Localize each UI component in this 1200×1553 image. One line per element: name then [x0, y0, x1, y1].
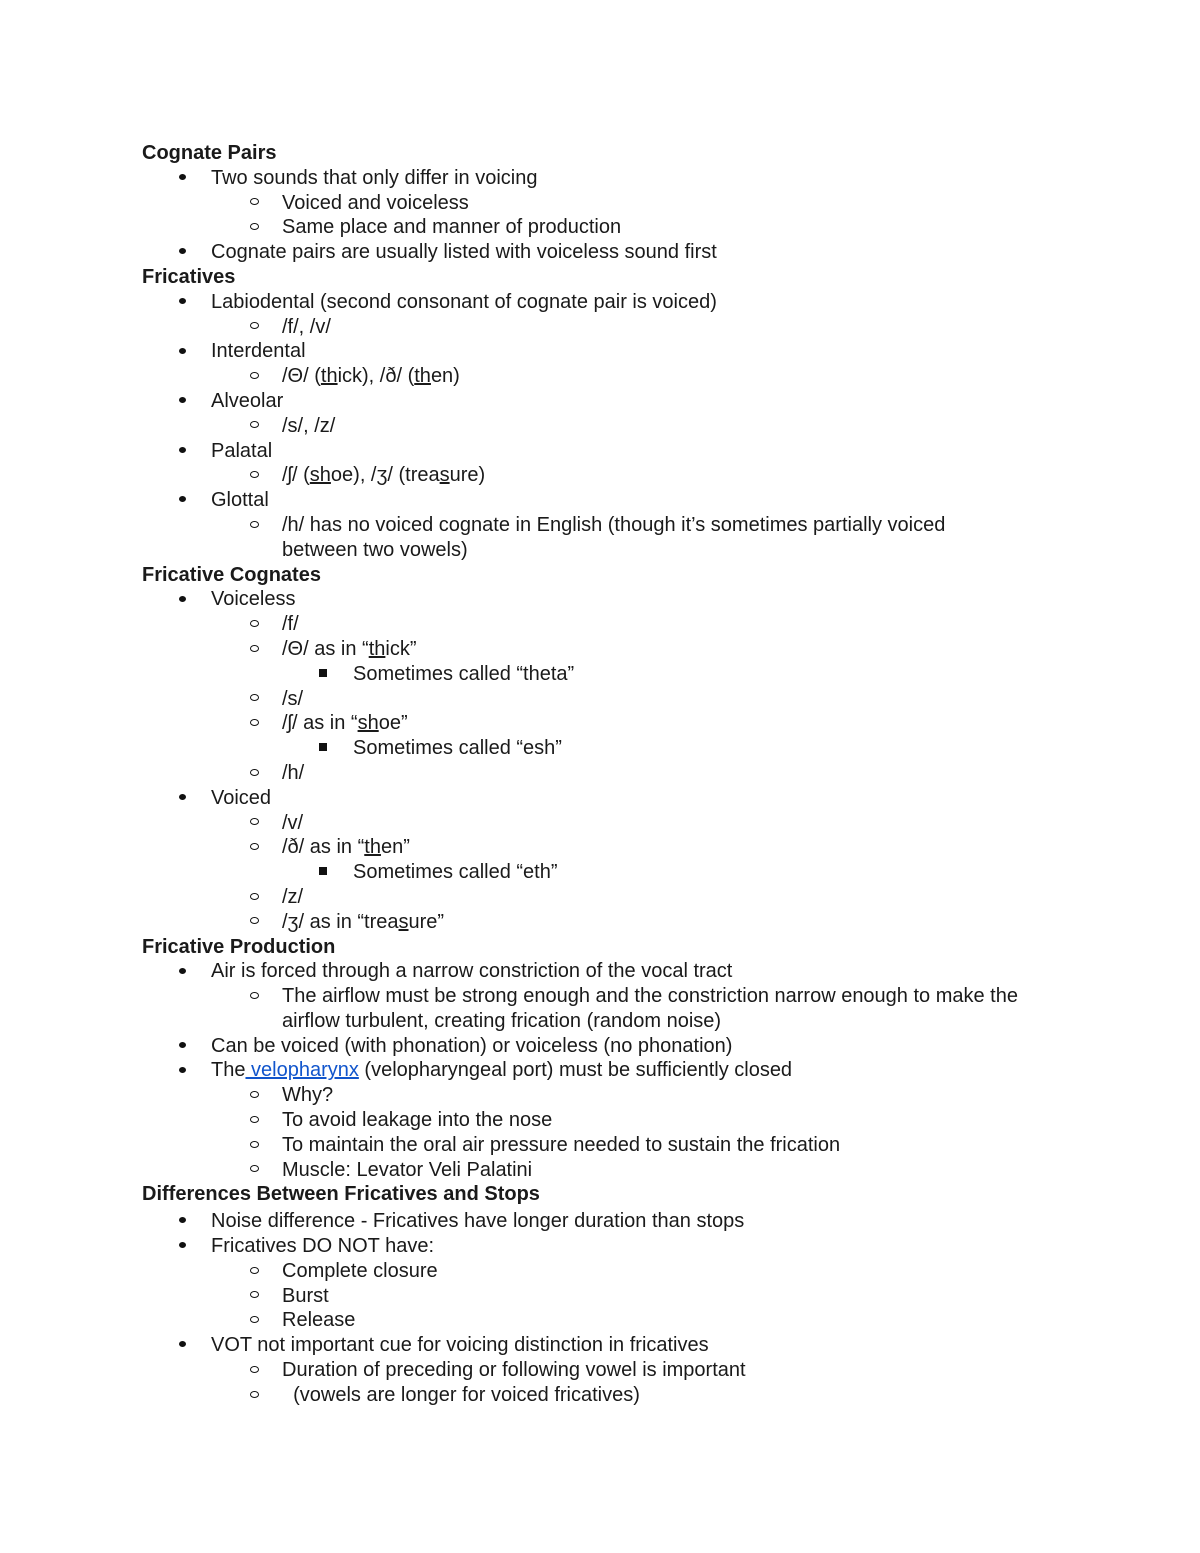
list-item [142, 761, 1102, 786]
bullet-circle-icon [250, 1383, 259, 1408]
list-item [142, 414, 1102, 439]
bullet-disc-icon [179, 290, 186, 315]
bullet-disc-icon [179, 1333, 186, 1358]
list-item [142, 191, 1102, 216]
bullet-disc-icon [179, 1234, 186, 1259]
list-item-text: Muscle: Levator Veli Palatini [282, 1158, 533, 1181]
list-item [142, 215, 1102, 240]
list-item [142, 513, 1002, 563]
bullet-disc-icon [179, 786, 186, 811]
bullet-circle-icon [250, 191, 259, 216]
list-item-text: To maintain the oral air pressure needed to sustain the frication [282, 1133, 841, 1156]
list-item [142, 811, 1102, 836]
bullet-circle-icon [250, 1358, 259, 1383]
bullet-square-icon [319, 736, 327, 761]
document-page [142, 141, 1102, 1408]
section-heading-fricative-production: Fricative Production [142, 935, 336, 958]
list-item [142, 1234, 1102, 1259]
bullet-circle-icon [250, 711, 259, 736]
list-item-text: Labiodental (second consonant of cognate pair is voiced) [211, 290, 717, 313]
list-item [142, 1108, 1102, 1133]
bullet-disc-icon [179, 166, 186, 191]
list-item [142, 1058, 1102, 1083]
bullet-circle-icon [250, 215, 259, 240]
list-item-text: /ʃ/ (shoe), /ʒ/ (treasure) [282, 464, 486, 487]
list-item-text: Burst [282, 1284, 329, 1307]
list-item-text: Two sounds that only differ in voicing [211, 166, 538, 189]
bullet-circle-icon [250, 364, 259, 389]
list-item [142, 612, 1102, 637]
list-item-text: /f/ [282, 613, 299, 636]
list-item [142, 339, 1102, 364]
list-item-text: VOT not important cue for voicing distinction in fricatives [211, 1334, 709, 1357]
bullet-disc-icon [179, 439, 186, 464]
bullet-circle-icon [250, 637, 259, 662]
bullet-disc-icon [179, 339, 186, 364]
bullet-circle-icon [250, 1158, 259, 1183]
list-item-text: /ʃ/ as in “shoe” [282, 712, 408, 735]
list-item [142, 711, 1102, 736]
bullet-circle-icon [250, 811, 259, 836]
list-item-text: The airflow must be strong enough and the constriction narrow enough to make the airflow turbulent, creating frication (random noise) [282, 985, 1018, 1032]
list-item-text: Fricatives DO NOT have: [211, 1235, 435, 1258]
bullet-circle-icon [250, 463, 259, 488]
list-item [142, 1209, 1102, 1234]
list-item [142, 1308, 1102, 1333]
bullet-circle-icon [250, 984, 259, 1009]
list-item-text: /s/ [282, 687, 304, 710]
bullet-square-icon [319, 860, 327, 885]
list-item [142, 959, 1102, 984]
list-item-text: /s/, /z/ [282, 414, 336, 437]
list-item-text: Alveolar [211, 389, 284, 412]
bullet-square-icon [319, 662, 327, 687]
list-item-text: Sometimes called “theta” [353, 662, 575, 685]
bullet-disc-icon [179, 1209, 186, 1234]
bullet-circle-icon [250, 835, 259, 860]
bullet-circle-icon [250, 315, 259, 340]
list-item-text: Voiced [211, 786, 272, 809]
section-heading-cognate-pairs: Cognate Pairs [142, 142, 277, 164]
list-item-text: Why? [282, 1084, 334, 1107]
list-item-text: To avoid leakage into the nose [282, 1109, 553, 1132]
bullet-circle-icon [250, 513, 259, 538]
list-item-text: /h/ has no voiced cognate in English (though it’s sometimes partially voiced between two vowels) [282, 513, 946, 561]
bullet-circle-icon [250, 612, 259, 637]
bullet-disc-icon [179, 959, 186, 984]
list-item [142, 687, 1102, 712]
bullet-disc-icon [179, 240, 186, 265]
list-item [142, 860, 1102, 885]
list-item [142, 1083, 1102, 1108]
list-item-text: Palatal [211, 439, 273, 462]
list-item [142, 315, 1102, 340]
bullet-disc-icon [179, 1058, 186, 1083]
bullet-circle-icon [250, 1284, 259, 1309]
list-item [142, 984, 1052, 1034]
list-item-text: Noise difference - Fricatives have longer duration than stops [211, 1210, 745, 1233]
list-item-text: /Θ/ as in “thick” [282, 637, 417, 660]
list-item [142, 1284, 1102, 1309]
bullet-circle-icon [250, 1083, 259, 1108]
list-item-text: Same place and manner of production [282, 216, 622, 239]
list-item-text: /Θ/ (thick), /ð/ (then) [282, 365, 460, 388]
bullet-circle-icon [250, 1259, 259, 1284]
bullet-circle-icon [250, 1133, 259, 1158]
section-heading-fricative-cognates: Fricative Cognates [142, 563, 321, 586]
bullet-circle-icon [250, 687, 259, 712]
list-item-text: /ð/ as in “then” [282, 836, 410, 859]
list-item-text: Air is forced through a narrow constriction of the vocal tract [211, 960, 733, 983]
list-item [142, 463, 1102, 488]
bullet-circle-icon [250, 910, 259, 935]
list-item [142, 488, 1102, 513]
list-item [142, 364, 1102, 389]
bullet-circle-icon [250, 761, 259, 786]
list-item-text: Can be voiced (with phonation) or voiceless (no phonation) [211, 1034, 733, 1057]
list-item-text: Voiced and voiceless [282, 191, 469, 214]
list-item-text: Cognate pairs are usually listed with voiceless sound first [211, 241, 717, 264]
list-item-text: Glottal [211, 489, 269, 512]
list-item [142, 835, 1102, 860]
bullet-circle-icon [250, 414, 259, 439]
list-item [142, 786, 1102, 811]
list-item [142, 439, 1102, 464]
list-item-text: Sometimes called “eth” [353, 861, 558, 884]
list-item [142, 736, 1102, 761]
list-item-text: /v/ [282, 811, 304, 834]
list-item-text: /h/ [282, 761, 305, 784]
list-item-text: Duration of preceding or following vowel is important [282, 1359, 746, 1382]
list-item-text: /ʒ/ as in “treasure” [282, 910, 445, 933]
list-item-text: Interdental [211, 340, 306, 363]
list-item [142, 1034, 1102, 1059]
list-item-text: Sometimes called “esh” [353, 737, 562, 760]
list-item-text: /z/ [282, 885, 304, 908]
list-item [142, 240, 1102, 265]
bullet-circle-icon [250, 1308, 259, 1333]
list-item-text: /f/, /v/ [282, 315, 331, 338]
list-item-text: Voiceless [211, 588, 296, 611]
bullet-circle-icon [250, 1108, 259, 1133]
bullet-disc-icon [179, 587, 186, 612]
list-item-text: (vowels are longer for voiced fricatives) [282, 1383, 640, 1406]
list-item [142, 1158, 1102, 1183]
list-item [142, 1333, 1102, 1358]
list-item [142, 637, 1102, 662]
list-item [142, 389, 1102, 414]
section-heading-differences: Differences Between Fricatives and Stops [142, 1183, 540, 1206]
list-item-text: Complete closure [282, 1259, 438, 1282]
list-item [142, 1259, 1102, 1284]
list-item [142, 1133, 1102, 1158]
list-item [142, 662, 1102, 687]
bullet-disc-icon [179, 1034, 186, 1059]
bullet-disc-icon [179, 488, 186, 513]
list-item-text: Release [282, 1309, 356, 1332]
list-item [142, 910, 1102, 935]
list-item [142, 166, 1102, 191]
list-item [142, 587, 1102, 612]
list-item [142, 290, 1102, 315]
list-item [142, 1383, 1102, 1408]
velopharynx-link[interactable]: velopharynx [245, 1059, 359, 1082]
list-item [142, 885, 1102, 910]
list-item-text: The velopharynx (velopharyngeal port) must be sufficiently closed [211, 1059, 793, 1082]
bullet-disc-icon [179, 389, 186, 414]
bullet-circle-icon [250, 885, 259, 910]
list-item [142, 1358, 1102, 1383]
section-heading-fricatives: Fricatives [142, 265, 236, 288]
